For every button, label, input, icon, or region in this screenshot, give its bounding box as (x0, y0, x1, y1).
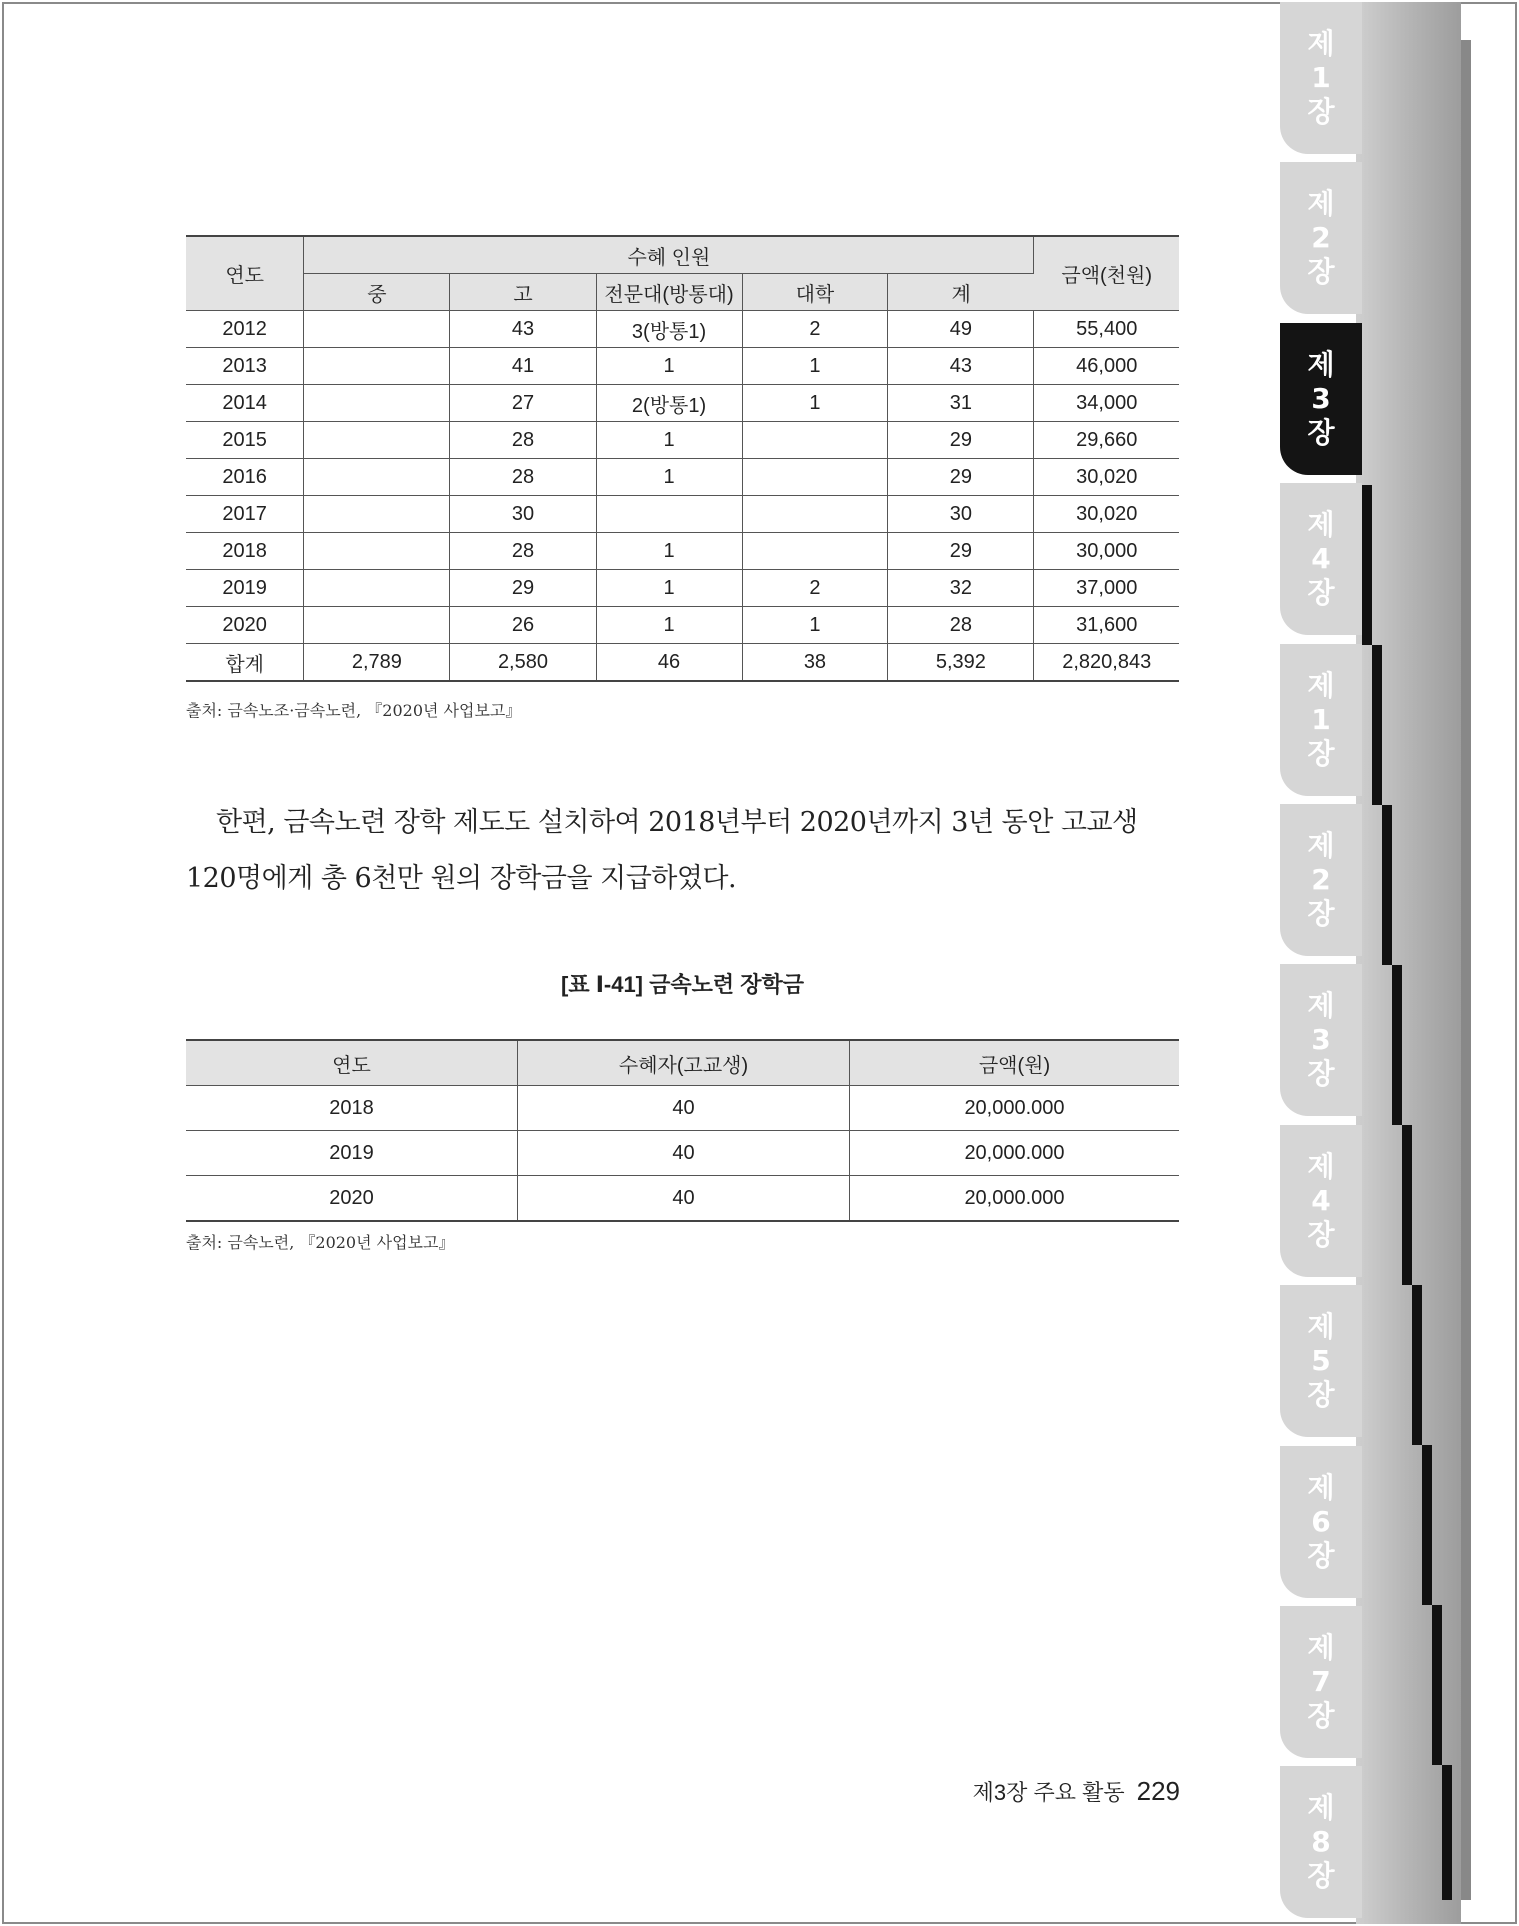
table-cell: 2018 (186, 1086, 518, 1131)
chapter-tab-label: 장 (1307, 1057, 1335, 1091)
table-cell: 2016 (186, 459, 304, 496)
chapter-tab[interactable] (1280, 1446, 1362, 1598)
table-cell: 1 (596, 422, 742, 459)
table-cell: 34,000 (1034, 385, 1179, 422)
header-amount: 금액(천원) (1034, 236, 1179, 311)
table-cell: 29 (450, 570, 596, 607)
edge-strip (1382, 805, 1392, 965)
book-edge (1356, 2, 1461, 1924)
chapter-tab[interactable] (1280, 1606, 1362, 1758)
edge-strip (1412, 1285, 1422, 1445)
table-cell: 2017 (186, 496, 304, 533)
table-cell: 41 (450, 348, 596, 385)
footer-chapter: 제3장 주요 활동 (972, 1780, 1125, 1805)
table-cell: 30,020 (1034, 496, 1179, 533)
chapter-tab-label: 제 (1307, 668, 1335, 702)
header-recipients: 수혜 인원 (304, 236, 1034, 274)
table-cell: 29 (888, 422, 1034, 459)
table-cell: 37,000 (1034, 570, 1179, 607)
chapter-tab-label: 1 (1311, 702, 1331, 736)
table-cell: 2014 (186, 385, 304, 422)
chapter-tab-label: 제 (1307, 829, 1335, 862)
chapter-tab-label: 2 (1311, 863, 1331, 896)
table-cell: 2019 (186, 1131, 518, 1176)
table-cell: 38 (742, 644, 888, 682)
edge-strip (1402, 1125, 1412, 1285)
table-cell: 28 (450, 422, 596, 459)
edge-strip (1422, 1445, 1432, 1605)
table-cell (304, 533, 450, 570)
table-row (186, 1176, 1179, 1222)
table-cell: 40 (518, 1176, 850, 1222)
chapter-tab-label: 제 (1307, 1310, 1335, 1344)
table-cell: 46 (596, 644, 742, 682)
edge-strip (1362, 485, 1372, 645)
table-cell: 2020 (186, 607, 304, 644)
table-cell: 1 (742, 348, 888, 385)
edge-strip (1392, 965, 1402, 1125)
table-cell (742, 533, 888, 570)
subheader-college: 전문대(방통대) (596, 274, 742, 311)
table-row (186, 459, 1179, 496)
chapter-tab-label: 제 (1307, 508, 1335, 542)
table-cell: 1 (596, 533, 742, 570)
chapter-tab-label: 제 (1307, 1149, 1335, 1183)
subheader-total: 계 (888, 274, 1034, 311)
table-cell: 2020 (186, 1176, 518, 1222)
table-cell: 30,000 (1034, 533, 1179, 570)
chapter-tab-label: 장 (1307, 1378, 1335, 1412)
chapter-tab-label: 장 (1307, 255, 1335, 289)
table-row (186, 644, 1179, 682)
table-cell (742, 459, 888, 496)
table-row (186, 422, 1179, 459)
table-cell: 1 (596, 348, 742, 385)
table-cell: 3(방통1) (596, 311, 742, 348)
page-number: 229 (1136, 1776, 1180, 1806)
table-cell: 2 (742, 570, 888, 607)
table-cell (304, 385, 450, 422)
chapter-tab[interactable] (1280, 1285, 1362, 1437)
table-cell: 29 (888, 533, 1034, 570)
table-cell: 43 (450, 311, 596, 348)
chapter-tab[interactable] (1280, 1766, 1362, 1918)
chapter-tab-label: 장 (1307, 1699, 1335, 1732)
table-cell (304, 422, 450, 459)
edge-strip (1432, 1605, 1442, 1765)
table-cell: 55,400 (1034, 311, 1179, 348)
chapter-tab-label: 제 (1307, 187, 1335, 221)
table-cell: 1 (742, 607, 888, 644)
chapter-tab-label: 제 (1307, 1631, 1335, 1664)
table-cell: 20,000.000 (850, 1131, 1180, 1176)
table-row (186, 1131, 1179, 1176)
chapter-tab-label: 4 (1311, 1183, 1331, 1217)
chapter-tab[interactable] (1280, 1125, 1362, 1277)
table-cell: 5,392 (888, 644, 1034, 682)
table-row (186, 496, 1179, 533)
table-cell: 40 (518, 1086, 850, 1131)
table-cell: 28 (450, 533, 596, 570)
subheader-university: 대학 (742, 274, 888, 311)
table-row (186, 385, 1179, 422)
table-cell: 28 (888, 607, 1034, 644)
chapter-tab-label: 3 (1311, 381, 1331, 415)
table-cell: 30 (888, 496, 1034, 533)
chapter-tab[interactable] (1280, 964, 1362, 1116)
table-cell: 2018 (186, 533, 304, 570)
chapter-tab-label: 2 (1311, 221, 1331, 255)
header-year: 연도 (186, 236, 304, 311)
table-cell (304, 459, 450, 496)
table-cell: 2012 (186, 311, 304, 348)
table-cell: 2013 (186, 348, 304, 385)
table-cell: 30 (450, 496, 596, 533)
chapter-tab-label: 장 (1307, 576, 1335, 610)
body-paragraph: 한편, 금속노련 장학 제도도 설치하여 2018년부터 2020년까지 3년 동안 고교생 120명에게 총 6천만 원의 장학금을 지급하였다. (186, 807, 1138, 894)
table-cell: 20,000.000 (850, 1176, 1180, 1222)
table-cell (304, 496, 450, 533)
table-row (186, 1086, 1179, 1131)
table-cell (304, 570, 450, 607)
edge-strip (1442, 1765, 1452, 1900)
table-cell: 합계 (186, 644, 304, 682)
table-cell: 27 (450, 385, 596, 422)
table-cell (596, 496, 742, 533)
table-cell (742, 496, 888, 533)
table-cell (304, 348, 450, 385)
t2-header-amount: 금액(원) (850, 1040, 1180, 1086)
chapter-tab[interactable] (1280, 804, 1362, 956)
chapter-tab-label: 제 (1307, 1791, 1335, 1825)
table-row (186, 607, 1179, 644)
table-row (186, 533, 1179, 570)
chapter-tab-label: 제 (1307, 27, 1335, 60)
table-cell: 1 (596, 570, 742, 607)
chapter-tab-label: 제 (1307, 1470, 1335, 1504)
table-cell: 2 (742, 311, 888, 348)
chapter-tab-label: 5 (1311, 1344, 1331, 1378)
chapter-tab-label: 제 (1307, 347, 1335, 381)
table-cell: 46,000 (1034, 348, 1179, 385)
chapter-tab-label: 8 (1311, 1825, 1331, 1859)
chapter-tab-label: 4 (1311, 542, 1331, 576)
chapter-tab-label: 장 (1307, 1217, 1335, 1251)
chapter-tab-label: 장 (1307, 1538, 1335, 1572)
table-cell: 29,660 (1034, 422, 1179, 459)
chapter-tab-label: 장 (1307, 95, 1335, 128)
table-cell: 1 (596, 607, 742, 644)
table-cell: 2015 (186, 422, 304, 459)
table-cell: 28 (450, 459, 596, 496)
table-cell: 2,820,843 (1034, 644, 1179, 682)
chapter-tab[interactable] (1280, 644, 1362, 796)
t2-header-year: 연도 (186, 1040, 518, 1086)
chapter-tab-label: 장 (1307, 415, 1335, 449)
table-cell: 2,580 (450, 644, 596, 682)
chapter-tab-label: 장 (1307, 1859, 1335, 1893)
table2-source: 출처: 금속노련, 『2020년 사업보고』 (186, 1233, 455, 1252)
table-cell: 31,600 (1034, 607, 1179, 644)
table-cell: 32 (888, 570, 1034, 607)
chapter-tab-label: 장 (1307, 897, 1335, 930)
chapter-tab[interactable] (1280, 162, 1362, 314)
chapter-tab-label: 6 (1311, 1504, 1331, 1538)
page-footer (930, 1776, 1180, 1807)
t2-header-recipients: 수혜자(고교생) (518, 1040, 850, 1086)
table-cell: 40 (518, 1131, 850, 1176)
table-cell: 30,020 (1034, 459, 1179, 496)
chapter-tab-label: 3 (1311, 1023, 1331, 1057)
table-cell: 26 (450, 607, 596, 644)
subheader-middle: 중 (304, 274, 450, 311)
table-cell: 2(방통1) (596, 385, 742, 422)
table-cell: 1 (596, 459, 742, 496)
chapter-tab-label: 7 (1311, 1665, 1331, 1698)
table-cell (742, 422, 888, 459)
table-row (186, 570, 1179, 607)
chapter-tab[interactable] (1280, 2, 1362, 154)
chapter-tab[interactable] (1280, 323, 1362, 475)
table-cell: 49 (888, 311, 1034, 348)
chapter-tab-label: 1 (1311, 61, 1331, 94)
table-cell: 29 (888, 459, 1034, 496)
table-cell: 31 (888, 385, 1034, 422)
table-row (186, 348, 1179, 385)
table2-caption: [표 Ⅰ-41] 금속노련 장학금 (561, 972, 804, 997)
chapter-tab-label: 장 (1307, 736, 1335, 770)
table-cell: 20,000.000 (850, 1086, 1180, 1131)
table1-source: 출처: 금속노조·금속노련, 『2020년 사업보고』 (186, 701, 522, 720)
table-cell: 1 (742, 385, 888, 422)
table-cell (304, 311, 450, 348)
scholarship-table-1 (186, 235, 1179, 682)
scholarship-table-2 (186, 1039, 1179, 1222)
chapter-tab[interactable] (1280, 483, 1362, 635)
book-edge-outer (1461, 40, 1471, 1900)
table-cell: 2019 (186, 570, 304, 607)
table-cell: 43 (888, 348, 1034, 385)
subheader-high: 고 (450, 274, 596, 311)
table-cell: 2,789 (304, 644, 450, 682)
table-cell (304, 607, 450, 644)
chapter-tab-label: 제 (1307, 989, 1335, 1023)
edge-strip (1372, 645, 1382, 805)
table-row (186, 311, 1179, 348)
